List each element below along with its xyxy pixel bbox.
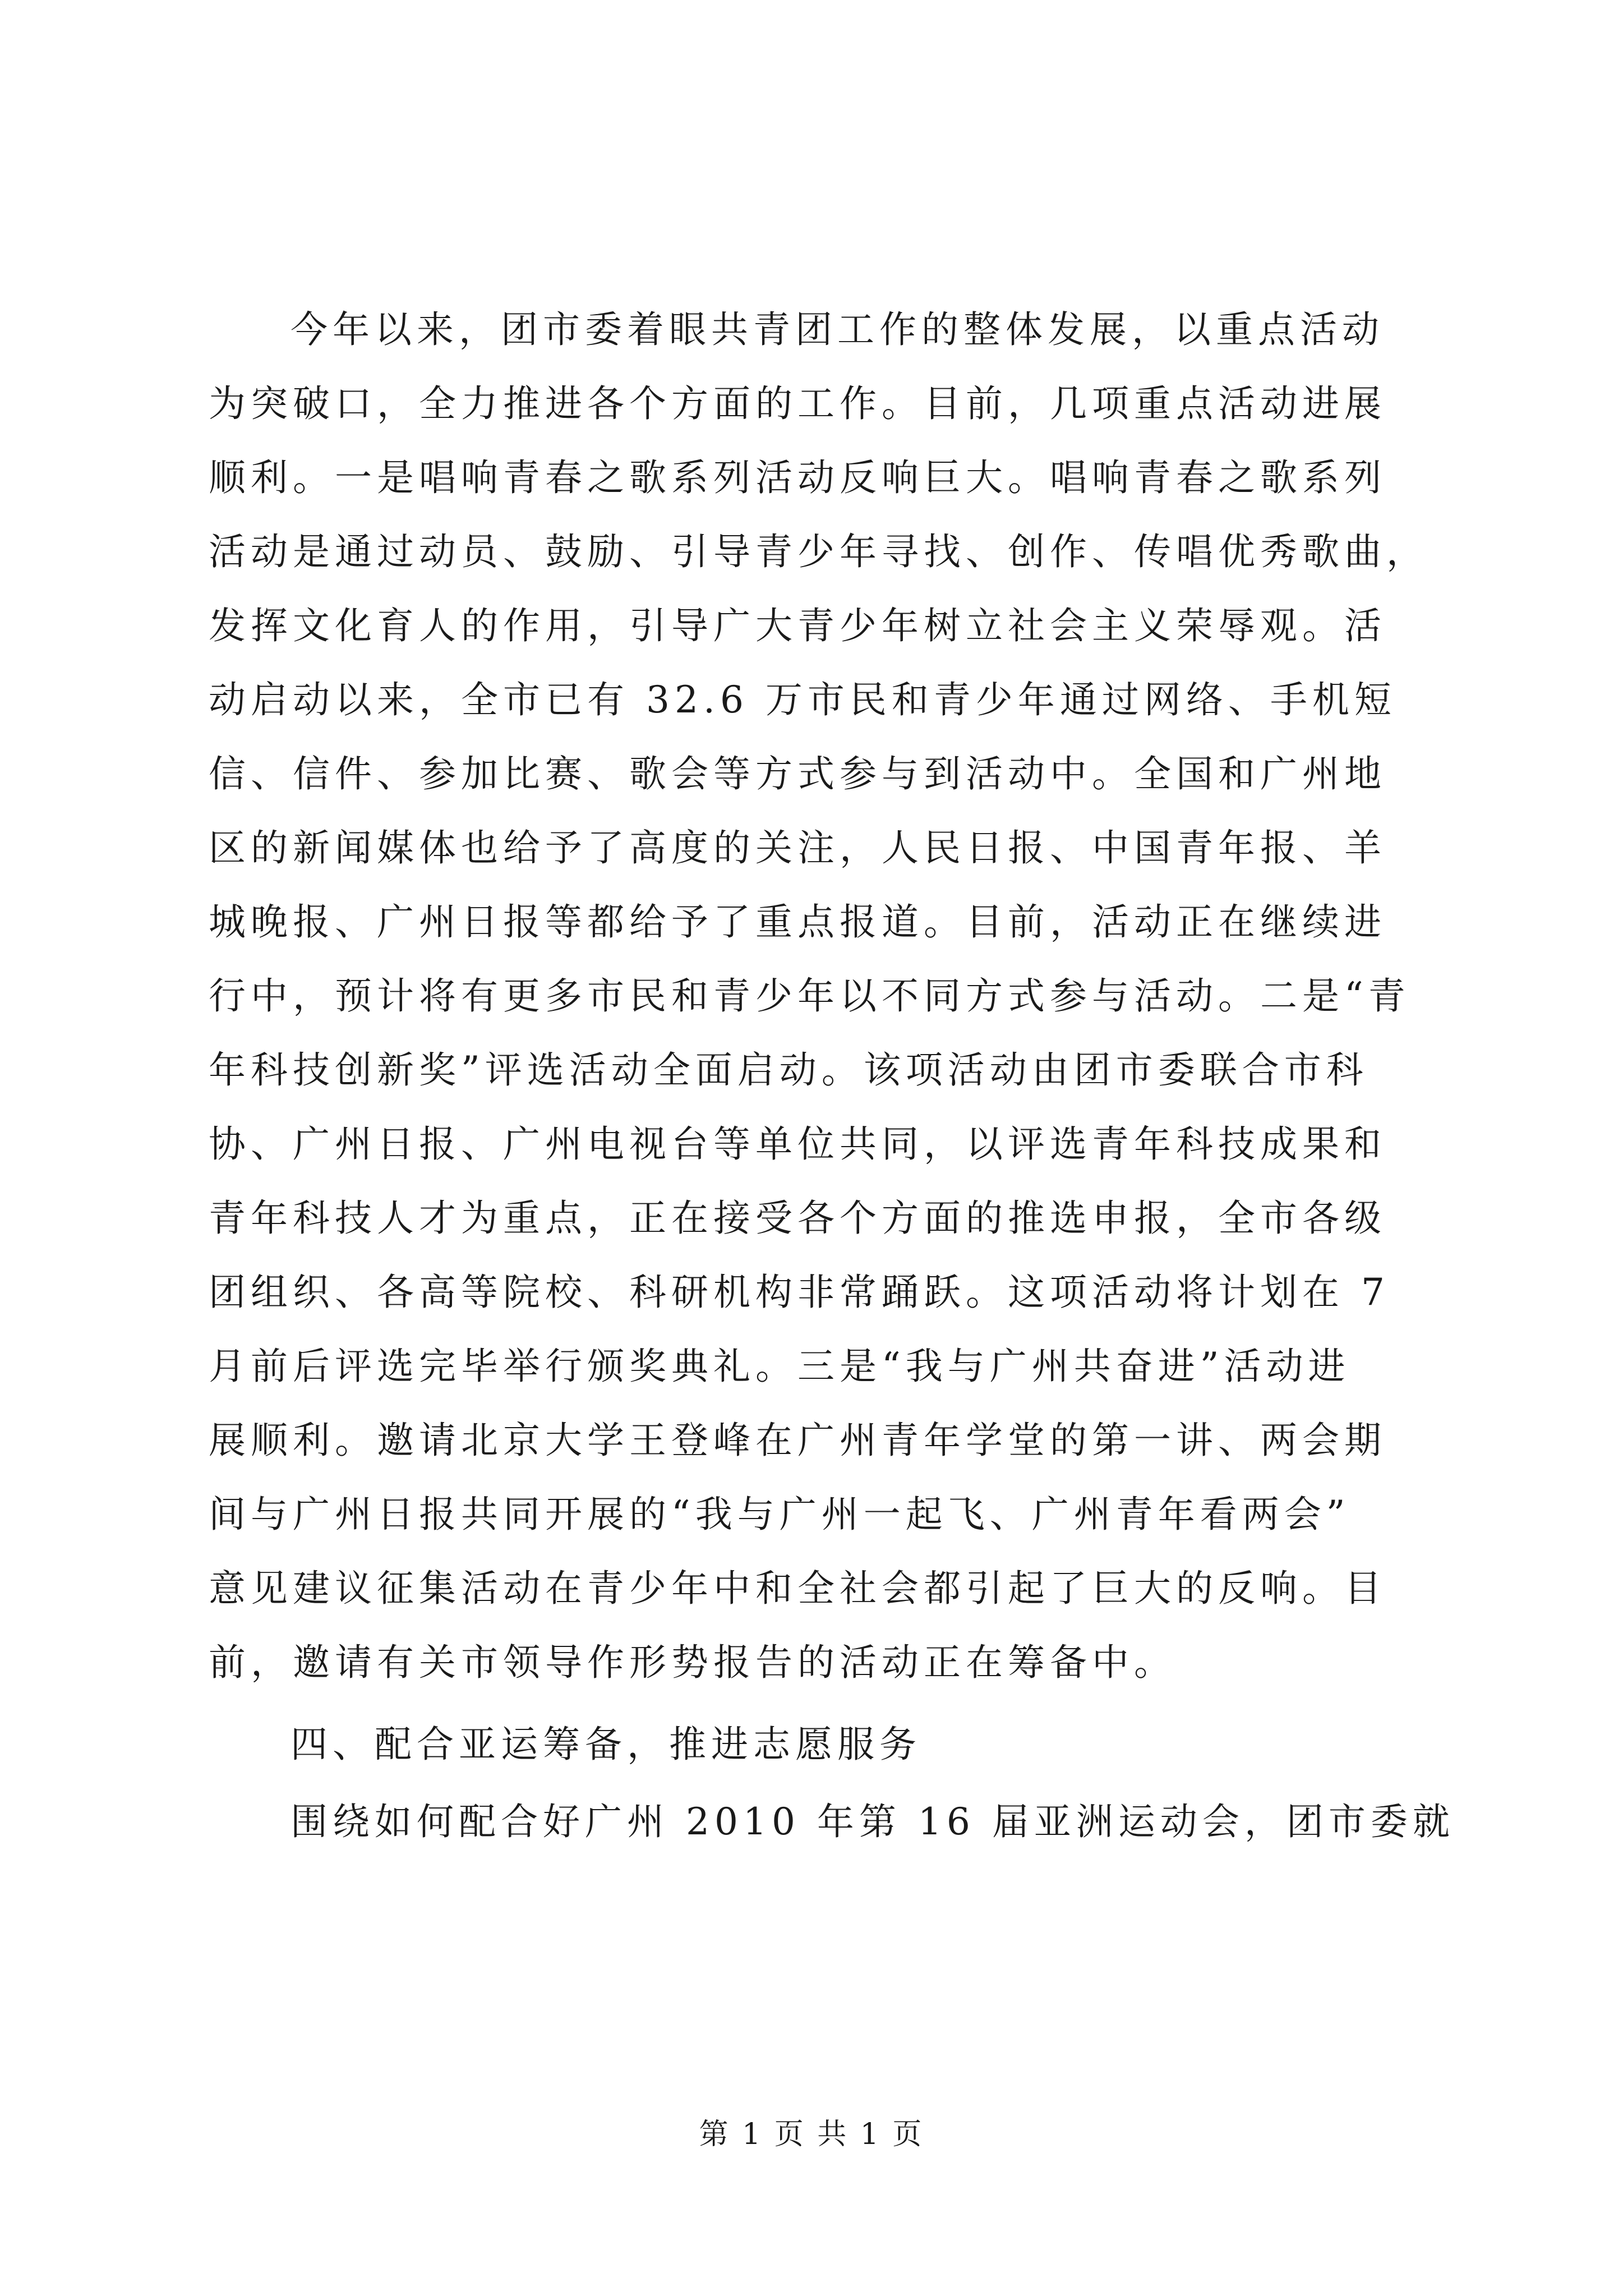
paragraph-line: 青年科技人才为重点，正在接受各个方面的推选申报，全市各级 bbox=[209, 1197, 1386, 1240]
paragraph-line: 月前后评选完毕举行颁奖典礼。三是“我与广州共奋进”活动进 bbox=[209, 1345, 1350, 1388]
paragraph-line: 围绕如何配合好广州 2010 年第 16 届亚洲运动会，团市委就 bbox=[291, 1800, 1455, 1843]
paragraph-line: 信、信件、参加比赛、歌会等方式参与到活动中。全国和广州地 bbox=[209, 752, 1386, 795]
paragraph-line: 前，邀请有关市领导作形势报告的活动正在筹备中。 bbox=[209, 1641, 1176, 1684]
paragraph-line: 团组织、各高等院校、科研机构非常踊跃。这项活动将计划在 7 bbox=[209, 1271, 1390, 1314]
paragraph-line: 发挥文化育人的作用，引导广大青少年树立社会主义荣辱观。活 bbox=[209, 604, 1386, 647]
paragraph-line: 协、广州日报、广州电视台等单位共同，以评选青年科技成果和 bbox=[209, 1122, 1386, 1166]
section-heading-text: 四、配合亚运筹备，推进志愿服务 bbox=[291, 1723, 921, 1766]
paragraph-line: 活动是通过动员、鼓励、引导青少年寻找、创作、传唱优秀歌曲， bbox=[209, 530, 1428, 573]
paragraph-line: 为突破口，全力推进各个方面的工作。目前，几项重点活动进展 bbox=[209, 382, 1386, 425]
paragraph-line: 顺利。一是唱响青春之歌系列活动反响巨大。唱响青春之歌系列 bbox=[209, 456, 1386, 499]
paragraph-2 bbox=[209, 1785, 1455, 1859]
paragraph-line: 间与广州日报共同开展的“我与广州一起飞、广州青年看两会” bbox=[209, 1493, 1350, 1536]
paragraph-line: 今年以来，团市委着眼共青团工作的整体发展，以重点活动 bbox=[291, 308, 1384, 351]
paragraph-line: 展顺利。邀请北京大学王登峰在广州青年学堂的第一讲、两会期 bbox=[209, 1419, 1386, 1462]
paragraph-line: 行中，预计将有更多市民和青少年以不同方式参与活动。二是“青 bbox=[209, 974, 1410, 1018]
paragraph-line: 城晚报、广州日报等都给予了重点报道。目前，活动正在继续进 bbox=[209, 900, 1386, 944]
paragraph-line: 区的新闻媒体也给予了高度的关注，人民日报、中国青年报、羊 bbox=[209, 826, 1386, 869]
section-heading bbox=[209, 1708, 1417, 1782]
page-footer: 第 1 页 共 1 页 bbox=[699, 2118, 924, 2151]
paragraph-line: 动启动以来，全市已有 32.6 万市民和青少年通过网络、手机短 bbox=[209, 678, 1396, 721]
paragraph-line: 意见建议征集活动在青少年中和全社会都引起了巨大的反响。目 bbox=[209, 1567, 1386, 1610]
paragraph-line: 年科技创新奖”评选活动全面启动。该项活动由团市委联合市科 bbox=[209, 1048, 1368, 1092]
paragraph-1 bbox=[209, 293, 1428, 1700]
document-body bbox=[209, 293, 1455, 1859]
